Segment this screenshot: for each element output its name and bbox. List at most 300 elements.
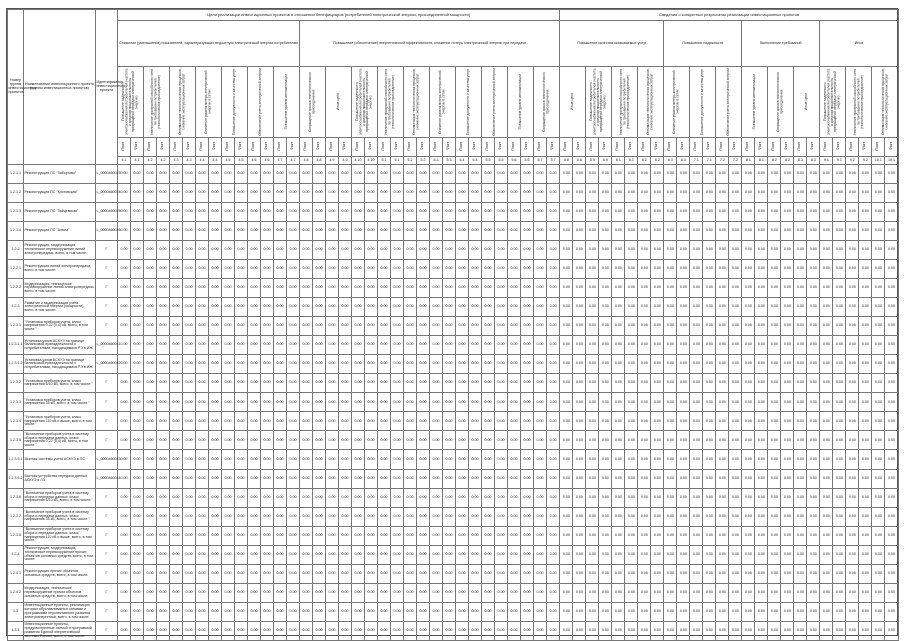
row-value-cell: 0.00 bbox=[144, 203, 157, 222]
row-value-cell: 0.00 bbox=[560, 431, 573, 450]
row-value-cell: 0.00 bbox=[573, 317, 586, 336]
row-value-cell: 0.00 bbox=[781, 450, 794, 469]
plan-label: План bbox=[407, 141, 412, 151]
row-value-cell: 0.00 bbox=[651, 602, 664, 621]
indicator-header bbox=[820, 67, 846, 138]
row-value-cell: 0.00 bbox=[807, 488, 820, 507]
indicator-header bbox=[430, 67, 456, 138]
row-value-cell: 0.00 bbox=[157, 564, 170, 583]
row-value-cell: 0.00 bbox=[638, 165, 651, 184]
row-value-cell: 0.00 bbox=[651, 374, 664, 393]
row-value-cell: 0.00 bbox=[859, 298, 872, 317]
row-value-cell: 0.00 bbox=[222, 450, 235, 469]
row-value-cell: 0.00 bbox=[131, 469, 144, 488]
row-value-cell: 0.00 bbox=[391, 526, 404, 545]
row-value-cell: 0.00 bbox=[131, 203, 144, 222]
row-value-cell: 0.00 bbox=[222, 203, 235, 222]
row-value-cell: 0.00 bbox=[781, 184, 794, 203]
row-value-cell: 0.00 bbox=[664, 165, 677, 184]
row-value-cell: 0.00 bbox=[677, 241, 690, 260]
row-value-cell: 0.00 bbox=[313, 469, 326, 488]
row-value-cell: 0.00 bbox=[651, 450, 664, 469]
row-value-cell: 0.00 bbox=[365, 621, 378, 640]
row-value-cell: 0.00 bbox=[404, 488, 417, 507]
row-value-cell: 0.00 bbox=[482, 469, 495, 488]
row-group-number: 1.2.1.1 bbox=[8, 165, 24, 184]
row-value-cell: 0.00 bbox=[755, 336, 768, 355]
row-value-cell: 0.00 bbox=[118, 298, 131, 317]
row-value-cell: 0.00 bbox=[404, 526, 417, 545]
indicator-header-label: Увеличение пропускной способности сети по требованию потребителей (технологическое присоединение) bbox=[150, 68, 162, 136]
row-value-cell: 0.00 bbox=[638, 279, 651, 298]
row-value-cell: 0.00 bbox=[690, 431, 703, 450]
row-value-cell: 0.00 bbox=[742, 450, 755, 469]
row-value-cell: 0.00 bbox=[729, 602, 742, 621]
row-value-cell: 0.00 bbox=[521, 393, 534, 412]
indicator-header-label: Обеспечение учета электрической энергии bbox=[257, 68, 262, 136]
row-value-cell: 0.00 bbox=[352, 526, 365, 545]
row-value-cell: 0.00 bbox=[287, 184, 300, 203]
row-value-cell: 0.00 bbox=[547, 203, 560, 222]
row-value-cell: 0.00 bbox=[170, 450, 183, 469]
row-value-cell: 0.00 bbox=[807, 165, 820, 184]
row-value-cell: 0.00 bbox=[157, 298, 170, 317]
row-value-cell: 0.00 bbox=[287, 526, 300, 545]
row-value-cell: 0.00 bbox=[833, 317, 846, 336]
row-value-cell: 0.00 bbox=[235, 469, 248, 488]
row-value-cell: 0.00 bbox=[404, 621, 417, 640]
row-value-cell: 0.00 bbox=[729, 241, 742, 260]
row-value-cell: 0.00 bbox=[404, 412, 417, 431]
row-value-cell: 0.00 bbox=[326, 431, 339, 450]
row-value-cell: 0.00 bbox=[820, 203, 833, 222]
row-value-cell: 0.00 bbox=[391, 564, 404, 583]
row-value-cell: 0.00 bbox=[235, 393, 248, 412]
row-value-cell: 0.00 bbox=[170, 374, 183, 393]
row-value-cell: 0.00 bbox=[404, 260, 417, 279]
row-value-cell: 0.00 bbox=[131, 279, 144, 298]
row-value-cell: 0.00 bbox=[365, 602, 378, 621]
row-value-cell: 0.00 bbox=[235, 222, 248, 241]
row-value-cell: 0.00 bbox=[885, 184, 898, 203]
row-value-cell: 0.00 bbox=[235, 355, 248, 374]
row-value-cell: 0.00 bbox=[300, 355, 313, 374]
row-value-cell: 0.00 bbox=[261, 621, 274, 640]
row-value-cell: 0.00 bbox=[625, 450, 638, 469]
row-value-cell: 0.00 bbox=[131, 602, 144, 621]
fact-header bbox=[183, 138, 196, 157]
row-value-cell: 0.00 bbox=[352, 355, 365, 374]
row-value-cell: 0.00 bbox=[885, 203, 898, 222]
row-value-cell: 0.00 bbox=[534, 165, 547, 184]
row-value-cell: 0.00 bbox=[482, 374, 495, 393]
row-value-cell: 0.00 bbox=[222, 241, 235, 260]
row-project-id: Г bbox=[96, 260, 118, 279]
row-value-cell: 0.00 bbox=[326, 165, 339, 184]
row-value-cell: 0.00 bbox=[495, 260, 508, 279]
row-value-cell: 0.00 bbox=[469, 412, 482, 431]
row-value-cell: 0.00 bbox=[807, 583, 820, 602]
column-number: 9.1 bbox=[820, 157, 833, 165]
row-value-cell: 0.00 bbox=[768, 545, 781, 564]
row-value-cell: 0.00 bbox=[248, 412, 261, 431]
row-value-cell: 0.00 bbox=[196, 545, 209, 564]
row-value-cell: 0.00 bbox=[794, 412, 807, 431]
row-value-cell: 0.00 bbox=[170, 488, 183, 507]
fact-label: Факт bbox=[394, 142, 399, 151]
row-value-cell: 0.00 bbox=[612, 317, 625, 336]
row-value-cell: 0.00 bbox=[560, 545, 573, 564]
row-value-cell: 0.00 bbox=[417, 583, 430, 602]
row-value-cell: 0.00 bbox=[456, 488, 469, 507]
row-value-cell: 0.00 bbox=[820, 431, 833, 450]
row-value-cell: 0.00 bbox=[170, 393, 183, 412]
row-value-cell: 0.00 bbox=[651, 393, 664, 412]
row-value-cell: 0.00 bbox=[599, 621, 612, 640]
row-value-cell: 0.00 bbox=[456, 602, 469, 621]
row-value-cell: 0.00 bbox=[300, 241, 313, 260]
row-value-cell: 0.00 bbox=[651, 355, 664, 374]
indicator-header bbox=[664, 67, 690, 138]
row-value-cell: 0.00 bbox=[196, 526, 209, 545]
row-value-cell: 0.00 bbox=[131, 621, 144, 640]
row-value-cell: 0.00 bbox=[378, 260, 391, 279]
row-value-cell: 0.00 bbox=[261, 393, 274, 412]
fact-label: Факт bbox=[186, 142, 191, 151]
row-value-cell: 0.00 bbox=[417, 336, 430, 355]
row-value-cell: 0.00 bbox=[781, 412, 794, 431]
row-value-cell: 0.00 bbox=[521, 241, 534, 260]
indicator-header bbox=[508, 67, 534, 138]
row-value-cell: 0.00 bbox=[846, 241, 859, 260]
row-value-cell: 0.00 bbox=[196, 564, 209, 583]
indicator-header-label: Оптимизация технологических процессов, снижение эксплуатационных затрат bbox=[646, 68, 654, 136]
row-value-cell: 0.00 bbox=[456, 203, 469, 222]
indicator-header bbox=[872, 67, 898, 138]
row-value-cell: 0.00 bbox=[703, 165, 716, 184]
row-value-cell: 0.00 bbox=[703, 431, 716, 450]
row-value-cell: 0.00 bbox=[287, 412, 300, 431]
fact-header bbox=[443, 138, 456, 157]
row-value-cell: 0.00 bbox=[638, 412, 651, 431]
row-value-cell: 0.00 bbox=[209, 507, 222, 526]
row-value-cell: 0.00 bbox=[599, 507, 612, 526]
table-row bbox=[8, 203, 899, 222]
fact-label: Факт bbox=[342, 142, 347, 151]
row-value-cell: 0.00 bbox=[313, 488, 326, 507]
row-value-cell: 0.00 bbox=[534, 184, 547, 203]
column-number: 4.6 bbox=[248, 157, 261, 165]
row-value-cell: 0.00 bbox=[222, 507, 235, 526]
row-value-cell: 0.00 bbox=[586, 336, 599, 355]
row-value-cell: 0.00 bbox=[196, 184, 209, 203]
row-value-cell: 0.00 bbox=[456, 317, 469, 336]
row-value-cell: 0.00 bbox=[456, 393, 469, 412]
row-value-cell: 0.00 bbox=[872, 260, 885, 279]
row-value-cell: 0.00 bbox=[339, 203, 352, 222]
row-value-cell: 0.00 bbox=[638, 507, 651, 526]
row-value-cell: 0.00 bbox=[885, 564, 898, 583]
row-value-cell: 0.00 bbox=[300, 564, 313, 583]
row-value-cell: 0.00 bbox=[144, 165, 157, 184]
row-value-cell: 0.00 bbox=[833, 298, 846, 317]
row-value-cell: 0.00 bbox=[508, 488, 521, 507]
row-value-cell: 0.00 bbox=[365, 564, 378, 583]
row-value-cell: 0.00 bbox=[573, 355, 586, 374]
indicator-header bbox=[612, 67, 638, 138]
indicator-header bbox=[274, 67, 300, 138]
row-value-cell: 0.00 bbox=[417, 507, 430, 526]
row-value-cell: 0.00 bbox=[534, 298, 547, 317]
row-value-cell: 0.00 bbox=[560, 412, 573, 431]
table-row bbox=[8, 583, 899, 602]
plan-label: План bbox=[511, 141, 516, 151]
row-value-cell: 0.00 bbox=[781, 602, 794, 621]
row-value-cell: 0.00 bbox=[222, 526, 235, 545]
row-value-cell: 0.00 bbox=[586, 393, 599, 412]
column-number: 5.7 bbox=[534, 157, 547, 165]
row-value-cell: 0.00 bbox=[729, 507, 742, 526]
plan-header bbox=[456, 138, 469, 157]
row-value-cell: 0.00 bbox=[300, 602, 313, 621]
row-value-cell: 0.00 bbox=[287, 355, 300, 374]
row-value-cell: 0.00 bbox=[534, 260, 547, 279]
row-value-cell: 0.00 bbox=[326, 488, 339, 507]
row-value-cell: 0.00 bbox=[495, 355, 508, 374]
row-value-cell: 0.00 bbox=[560, 564, 573, 583]
row-value-cell: 0.00 bbox=[248, 355, 261, 374]
row-value-cell: 0.00 bbox=[638, 393, 651, 412]
row-value-cell: 0.00 bbox=[456, 241, 469, 260]
row-value-cell: 0.00 bbox=[612, 583, 625, 602]
row-value-cell: 0.00 bbox=[339, 583, 352, 602]
row-value-cell: 0.00 bbox=[170, 260, 183, 279]
plan-header bbox=[586, 138, 599, 157]
row-value-cell: 0.00 bbox=[235, 165, 248, 184]
row-value-cell: 0.00 bbox=[703, 355, 716, 374]
row-value-cell: 0.00 bbox=[482, 526, 495, 545]
row-value-cell: 0.00 bbox=[885, 165, 898, 184]
row-value-cell: 0.00 bbox=[417, 621, 430, 640]
row-value-cell: 0.00 bbox=[495, 450, 508, 469]
row-value-cell: 0.00 bbox=[261, 507, 274, 526]
row-value-cell: 0.00 bbox=[625, 336, 638, 355]
row-value-cell: 0.00 bbox=[781, 279, 794, 298]
row-value-cell: 0.00 bbox=[144, 507, 157, 526]
row-value-cell: 0.00 bbox=[430, 298, 443, 317]
row-value-cell: 0.00 bbox=[534, 621, 547, 640]
row-value-cell: 0.00 bbox=[196, 241, 209, 260]
row-value-cell: 0.00 bbox=[547, 165, 560, 184]
row-value-cell: 0.00 bbox=[508, 222, 521, 241]
row-value-cell: 0.00 bbox=[235, 431, 248, 450]
row-value-cell: 0.00 bbox=[625, 184, 638, 203]
row-value-cell: 0.00 bbox=[495, 507, 508, 526]
plan-label: План bbox=[277, 141, 282, 151]
row-value-cell: 0.00 bbox=[456, 260, 469, 279]
plan-label: План bbox=[459, 141, 464, 151]
row-value-cell: 0.00 bbox=[586, 583, 599, 602]
row-value-cell: 0.00 bbox=[430, 526, 443, 545]
row-value-cell: 0.00 bbox=[807, 621, 820, 640]
row-value-cell: 0.00 bbox=[534, 374, 547, 393]
row-value-cell: 0.00 bbox=[378, 393, 391, 412]
row-value-cell: 0.00 bbox=[170, 298, 183, 317]
row-value-cell: 0.00 bbox=[885, 469, 898, 488]
row-value-cell: 0.00 bbox=[729, 412, 742, 431]
row-value-cell: 0.00 bbox=[560, 241, 573, 260]
row-value-cell: 0.00 bbox=[781, 469, 794, 488]
row-value-cell: 0.00 bbox=[768, 165, 781, 184]
row-value-cell: 0.00 bbox=[326, 393, 339, 412]
table-row bbox=[8, 165, 899, 184]
row-value-cell: 0.00 bbox=[729, 621, 742, 640]
row-value-cell: 0.00 bbox=[495, 317, 508, 336]
row-value-cell: 0.00 bbox=[482, 260, 495, 279]
row-value-cell: 0.00 bbox=[846, 564, 859, 583]
row-value-cell: 0.00 bbox=[287, 393, 300, 412]
row-value-cell: 0.00 bbox=[443, 336, 456, 355]
row-value-cell: 0.00 bbox=[651, 526, 664, 545]
fact-header bbox=[859, 138, 872, 157]
row-value-cell: 0.00 bbox=[287, 450, 300, 469]
row-value-cell: 0.00 bbox=[833, 336, 846, 355]
row-project-id: Г bbox=[96, 393, 118, 412]
row-value-cell: 0.00 bbox=[885, 526, 898, 545]
row-value-cell: 0.00 bbox=[625, 583, 638, 602]
row-value-cell: 0.00 bbox=[677, 450, 690, 469]
row-value-cell: 0.00 bbox=[807, 336, 820, 355]
row-value-cell: 0.00 bbox=[157, 431, 170, 450]
row-value-cell: 0.00 bbox=[742, 203, 755, 222]
fact-label: Факт bbox=[888, 142, 893, 151]
row-value-cell: 0.00 bbox=[131, 431, 144, 450]
row-value-cell: 0.00 bbox=[781, 393, 794, 412]
row-value-cell: 0.00 bbox=[807, 431, 820, 450]
row-project-name: Реконструкция, модернизация, техническое перевооружение линий электропередачи, всего, в том числе: bbox=[24, 241, 96, 260]
row-value-cell: 0.00 bbox=[651, 203, 664, 222]
row-value-cell: 0.00 bbox=[118, 241, 131, 260]
row-value-cell: 0.00 bbox=[781, 298, 794, 317]
plan-label: План bbox=[121, 141, 126, 151]
plan-label: План bbox=[173, 141, 178, 151]
row-value-cell: 0.00 bbox=[313, 374, 326, 393]
row-value-cell: 0.00 bbox=[222, 602, 235, 621]
row-value-cell: 0.00 bbox=[222, 374, 235, 393]
row-value-cell: 0.00 bbox=[391, 222, 404, 241]
fact-header bbox=[495, 138, 508, 157]
row-value-cell: 0.00 bbox=[664, 203, 677, 222]
row-value-cell: 0.00 bbox=[339, 184, 352, 203]
row-value-cell: 0.00 bbox=[742, 545, 755, 564]
row-value-cell: 0.00 bbox=[742, 165, 755, 184]
row-value-cell: 0.00 bbox=[742, 564, 755, 583]
fact-header bbox=[209, 138, 222, 157]
row-value-cell: 0.00 bbox=[677, 374, 690, 393]
row-value-cell: 0.00 bbox=[586, 203, 599, 222]
row-value-cell: 0.00 bbox=[573, 545, 586, 564]
row-value-cell: 0.00 bbox=[196, 374, 209, 393]
row-value-cell: 0.00 bbox=[638, 545, 651, 564]
row-value-cell: 0.00 bbox=[833, 203, 846, 222]
row-value-cell: 0.00 bbox=[404, 545, 417, 564]
row-value-cell: 0.00 bbox=[300, 317, 313, 336]
row-value-cell: 0.00 bbox=[547, 355, 560, 374]
row-value-cell: 0.00 bbox=[378, 526, 391, 545]
row-value-cell: 0.00 bbox=[729, 336, 742, 355]
row-value-cell: 0.00 bbox=[885, 260, 898, 279]
row-value-cell: 0.00 bbox=[664, 336, 677, 355]
row-value-cell: 0.00 bbox=[599, 165, 612, 184]
row-value-cell: 0.00 bbox=[170, 222, 183, 241]
row-value-cell: 0.00 bbox=[703, 507, 716, 526]
row-value-cell: 0.00 bbox=[391, 583, 404, 602]
row-value-cell: 0.00 bbox=[196, 621, 209, 640]
column-number: 4.1 bbox=[131, 157, 144, 165]
row-value-cell: 0.00 bbox=[586, 450, 599, 469]
row-project-id: Г bbox=[96, 602, 118, 621]
row-value-cell: 0.00 bbox=[157, 545, 170, 564]
row-value-cell: 0.00 bbox=[638, 203, 651, 222]
row-value-cell: 0.00 bbox=[469, 564, 482, 583]
row-value-cell: 0.00 bbox=[443, 469, 456, 488]
column-number: 7.1 bbox=[690, 157, 703, 165]
row-value-cell: 0.00 bbox=[820, 298, 833, 317]
row-value-cell: 0.00 bbox=[521, 488, 534, 507]
row-value-cell: 0.00 bbox=[742, 621, 755, 640]
row-value-cell: 0.00 bbox=[430, 602, 443, 621]
row-value-cell: 0.00 bbox=[872, 602, 885, 621]
row-value-cell: 0.00 bbox=[287, 203, 300, 222]
row-value-cell: 0.00 bbox=[222, 431, 235, 450]
indicator-header-label: Увеличение пропускной способности сети по требованию потребителей (технологическое присоединение) bbox=[618, 68, 630, 136]
column-number: 4.8 bbox=[300, 157, 313, 165]
row-value-cell: 0.00 bbox=[469, 374, 482, 393]
row-value-cell: 0.00 bbox=[495, 279, 508, 298]
row-value-cell: 0.00 bbox=[586, 374, 599, 393]
row-value-cell: 0.00 bbox=[781, 203, 794, 222]
group-header-results: Сведения о конкретных результатах реализации инвестиционных проектов bbox=[560, 10, 898, 21]
row-value-cell: 0.00 bbox=[521, 203, 534, 222]
row-value-cell: 0.00 bbox=[521, 583, 534, 602]
row-value-cell: 0.00 bbox=[768, 393, 781, 412]
row-value-cell: 0.00 bbox=[391, 507, 404, 526]
row-project-id: L_0000460024 bbox=[96, 184, 118, 203]
row-value-cell: 0.00 bbox=[768, 469, 781, 488]
row-value-cell: 0.00 bbox=[560, 279, 573, 298]
fact-header bbox=[313, 138, 326, 157]
row-value-cell: 0.00 bbox=[495, 545, 508, 564]
row-value-cell: 0.00 bbox=[820, 260, 833, 279]
row-value-cell: 0.00 bbox=[313, 165, 326, 184]
row-value-cell: 0.00 bbox=[300, 203, 313, 222]
row-value-cell: 0.00 bbox=[508, 374, 521, 393]
row-value-cell: 0.00 bbox=[820, 526, 833, 545]
row-value-cell: 0.00 bbox=[235, 621, 248, 640]
row-value-cell: 0.00 bbox=[430, 222, 443, 241]
row-value-cell: 0.00 bbox=[339, 222, 352, 241]
row-value-cell: 0.00 bbox=[820, 355, 833, 374]
row-value-cell: 0.00 bbox=[430, 355, 443, 374]
row-value-cell: 0.00 bbox=[560, 393, 573, 412]
row-value-cell: 0.00 bbox=[391, 203, 404, 222]
fact-header bbox=[521, 138, 534, 157]
fact-header bbox=[573, 138, 586, 157]
row-value-cell: 0.00 bbox=[495, 393, 508, 412]
row-value-cell: 0.00 bbox=[196, 431, 209, 450]
row-project-name: "Установка приборов учета, класс напряжения 6/10 кВ, всего, в том числе:" bbox=[24, 374, 96, 393]
row-value-cell: 0.00 bbox=[612, 412, 625, 431]
